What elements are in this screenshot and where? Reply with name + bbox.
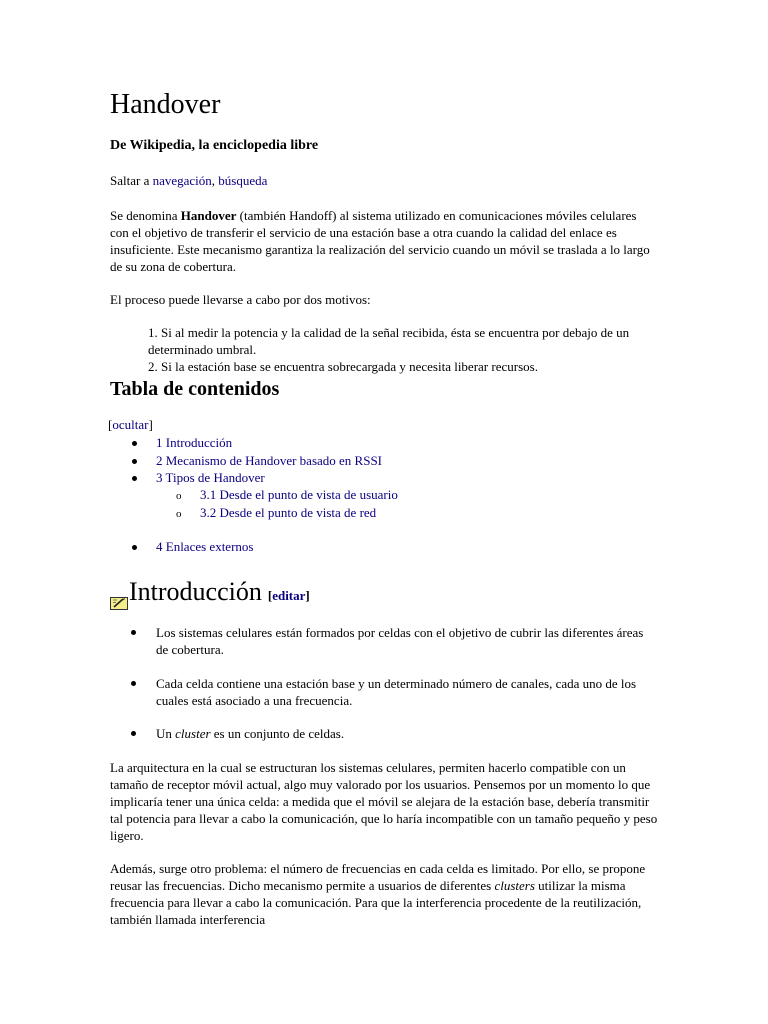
bullet-term: cluster (175, 726, 211, 741)
toc-subitem (176, 504, 376, 523)
bullet-dot-icon (132, 476, 137, 481)
bullet-circle-icon: o (176, 490, 182, 502)
jump-separator: , (211, 173, 219, 188)
section-paragraph-2 (110, 860, 658, 928)
reasons-list (148, 324, 658, 375)
list-item (134, 624, 654, 658)
paragraph-text-after: utilizar la misma frecuencia para llevar a cabo la comunicación. Para que la interferencia procedente de la reutilización, también llamada interferencia (110, 878, 642, 927)
bullet-dot-icon (131, 731, 136, 736)
edit-bracket-close: ] (305, 588, 310, 603)
jump-prefix: Saltar a (110, 173, 153, 188)
bullet-dot-icon (131, 630, 136, 635)
toc-toggle-bracket-close: ] (148, 417, 153, 432)
intro-term: Handover (180, 208, 237, 223)
list-item (134, 725, 654, 742)
site-subtitle: De Wikipedia, la enciclopedia libre (110, 138, 319, 153)
toc-subitem (176, 486, 398, 505)
toc-hide-link[interactable]: ocultar (112, 417, 149, 432)
toc-item (132, 434, 232, 451)
section-paragraph-1: La arquitectura en la cual se estructuran los sistemas celulares, permiten hacerlo compatible con un tamaño de receptor móvil actual, algo muy valorado por los usuarios. Pensemos por un momento lo que implicaría tener una única celda: a medida que el móvil se alejara de la estación base, debería transmitir tal potencia para llevar a cabo la comunicación, que lo haría incompatible con un tamaño pequeño y peso ligero. (110, 760, 658, 843)
section-heading-introduccion (110, 575, 310, 613)
navigation-link[interactable]: navegación (152, 173, 212, 188)
bullet-dot-icon (132, 459, 137, 464)
toc-item (132, 469, 265, 486)
bullet-dot-icon (132, 441, 137, 446)
intro-text-before: Se denomina (110, 208, 181, 223)
list-item (134, 675, 654, 709)
paragraph-text-before: Además, surge otro problema: el número de frecuencias en cada celda es limitado. Por ello, se propone reusar las frecuencias. Dicho mecanismo permite a usuarios de diferentes (110, 861, 646, 893)
bullet-circle-icon: o (176, 508, 182, 520)
bullet-text: Los sistemas celulares están formados por celdas con el objetivo de cubrir las diferentes áreas de cobertura. (156, 625, 644, 657)
edit-section (268, 588, 310, 603)
pencil-note-icon (110, 585, 128, 599)
jump-links (110, 172, 267, 190)
toc-link-mecanismo[interactable]: 2 Mecanismo de Handover basado en RSSI (156, 453, 383, 468)
toc-item (132, 538, 253, 555)
bullet-text-before: Un (156, 726, 176, 741)
toc-toggle-bracket-open: [ (108, 417, 113, 432)
section-title: Introducción (129, 577, 262, 606)
bullet-text: Cada celda contiene una estación base y un determinado número de canales, cada uno de los cuales está asociado a una frecuencia. (156, 676, 637, 708)
edit-bracket-open: [ (267, 588, 273, 603)
toc-link-introduccion[interactable]: 1 Introducción (156, 435, 233, 450)
search-link[interactable]: búsqueda (218, 173, 268, 188)
page-title: Handover (110, 89, 221, 120)
toc-toggle (108, 416, 153, 434)
reason-item: 2. Si la estación base se encuentra sobrecargada y necesita liberar recursos. (148, 359, 538, 374)
intro-text-after: (también Handoff) al sistema utilizado en comunicaciones móviles celulares con el objetivo de transferir el servicio de una estación base a otra cuando la calidad del enlace es insuficiente. Este mecanismo garantiza la realización del servicio cuando un móvil se traslada a lo largo de su zona de cobertura. (110, 208, 650, 274)
list-item-text (156, 725, 654, 742)
list-item-text (156, 624, 654, 658)
intro-paragraph-1 (110, 207, 658, 275)
list-item-text (156, 675, 654, 709)
toc-link-tipos[interactable]: 3 Tipos de Handover (156, 470, 265, 485)
toc-item (132, 452, 382, 469)
toc-heading: Tabla de contenidos (110, 378, 280, 400)
reason-item: 1. Si al medir la potencia y la calidad de la señal recibida, ésta se encuentra por debajo de un determinado umbral. (148, 325, 630, 357)
toc-link-enlaces[interactable]: 4 Enlaces externos (156, 539, 254, 554)
bullet-text-after: es un conjunto de celdas. (210, 726, 345, 741)
toc-link-red[interactable]: 3.2 Desde el punto de vista de red (200, 505, 377, 520)
edit-section-link[interactable]: editar (272, 588, 306, 603)
paragraph-term: clusters (494, 878, 535, 893)
intro-paragraph-2: El proceso puede llevarse a cabo por dos motivos: (110, 292, 371, 307)
bullet-dot-icon (132, 545, 137, 550)
toc-link-usuario[interactable]: 3.1 Desde el punto de vista de usuario (200, 487, 398, 502)
bullet-dot-icon (131, 681, 136, 686)
